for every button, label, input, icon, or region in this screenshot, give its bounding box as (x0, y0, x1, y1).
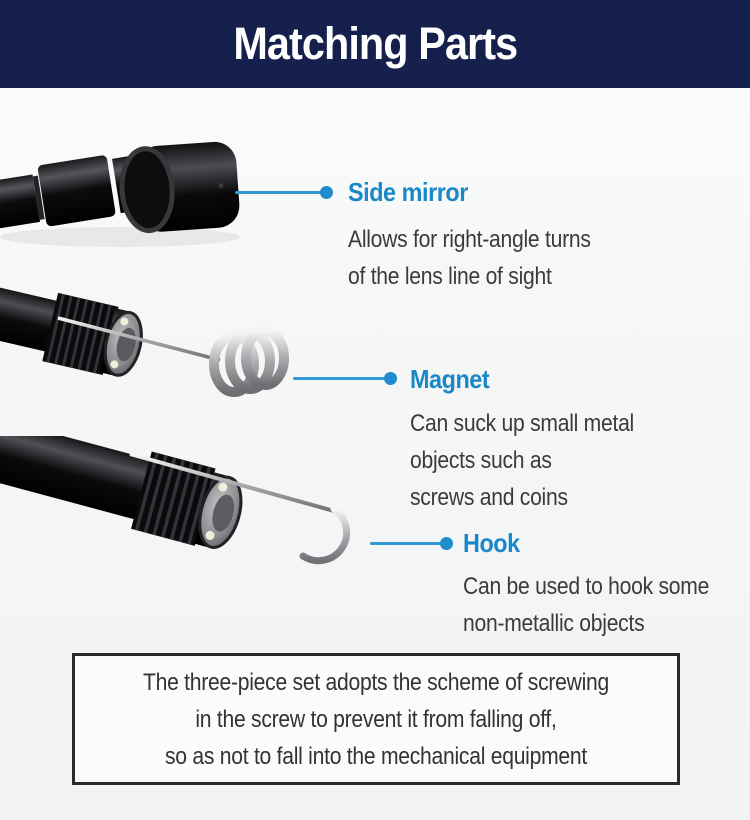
part-label-hook: Hook (463, 528, 520, 558)
part-description-side-mirror (348, 221, 591, 295)
hook-photo (0, 436, 380, 601)
magnet-photo (0, 282, 310, 417)
part-description-line: screws and coins (410, 484, 568, 511)
part-description-line: of the lens line of sight (348, 263, 552, 290)
part-description-line: Allows for right-angle turns (348, 226, 591, 253)
side-mirror-photo (0, 92, 270, 250)
callout-line (235, 191, 325, 194)
footer-note-line: in the screw to prevent it from falling off, (195, 705, 557, 733)
part-description-magnet (410, 405, 634, 516)
part-description-line: non-metallic objects (463, 610, 645, 637)
footer-note-line: The three-piece set adopts the scheme of screwing (142, 668, 610, 696)
part-label-magnet: Magnet (410, 364, 490, 394)
footer-note-line: so as not to fall into the mechanical equipment (165, 742, 587, 770)
part-description-line: Can suck up small metal (410, 410, 635, 437)
callout-dot (440, 537, 453, 550)
part-description-line: objects such as (410, 447, 552, 474)
header-banner (0, 0, 750, 88)
callout-dot (320, 186, 333, 199)
part-description-hook (463, 568, 709, 642)
callout-dot (384, 372, 397, 385)
callout-line (293, 377, 387, 380)
part-label-side-mirror: Side mirror (348, 177, 468, 207)
part-description-line: Can be used to hook some (463, 573, 710, 600)
page-title: Matching Parts (233, 18, 517, 69)
footer-note-box (72, 653, 680, 785)
callout-line (370, 542, 444, 545)
